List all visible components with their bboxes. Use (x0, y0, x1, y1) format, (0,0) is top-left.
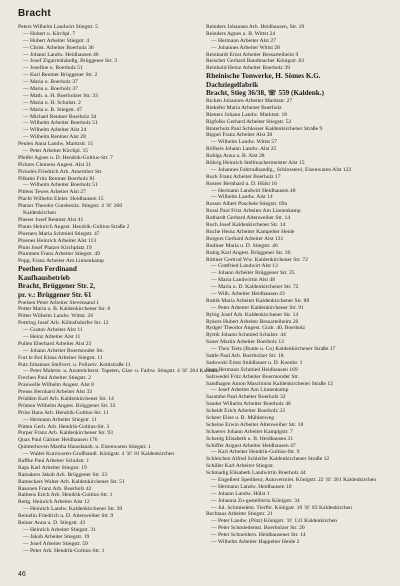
directory-entry: — Hermann Landw. Heidhausen 10 (211, 483, 292, 490)
directory-entry: Sattle Paul Arb. Boerholzer Str. 18 (206, 352, 284, 359)
directory-entry: — Johann Arbeiter Boermonder Str. (23, 347, 104, 354)
directory-entry: Scheer Elise u. B. Mühlenweg (206, 414, 275, 421)
directory-entry: — Peter Schneidern. Heidhausener Str. 14 (211, 532, 306, 539)
directory-entry: Reinhold Heinz Arbeiter Boerholz 39 (206, 65, 290, 72)
directory-entry-heading: Bracht, Brüggener Str. 2, (18, 282, 96, 291)
directory-entry: Potter Maria u. B. Kaldenkirchener Str. 8 (18, 306, 111, 313)
directory-entry: Rohlgs Anna u. B. Alst 28 (206, 153, 265, 160)
directory-entry: Schaerer Johann Arbeiter Kampigstr. 7 (206, 428, 293, 435)
directory-entry: Pötter Wilhelm Landw. Wittst. 26 (18, 313, 94, 320)
directory-entry-heading: pr. v.: Brüggener Str. 61 (18, 290, 92, 299)
directory-entry: Rathens Erich Arb. Hendrik-Goltius-Str. 1 (18, 492, 113, 499)
directory-entry: Quinterhoven Martha Hausdanab. u. Eisenwaren Stiegstr. 1 (18, 444, 151, 451)
directory-entry-heading: Dachziegelfabrik (206, 80, 259, 89)
directory-entry: Quax Paul Gärtner Heidhausen 176 (18, 437, 98, 444)
directory-entry: — Maria u. Boerholz 37 (23, 79, 78, 86)
directory-entry: — Maria u. D. Kaldenkirchener Str. 72 (211, 284, 299, 291)
directory-entry: Ploenes Heinrich Arbeiter Alst 113 (18, 237, 97, 244)
directory-entry: Purper Franz Arb. Kaldenkirchener Str. 93 (18, 430, 113, 437)
directory-entry: Putz Johannes Stellvert. u. Polizeiv. Kohlstraße 11 (18, 361, 131, 368)
directory-entry: Rybig Josef Arb. Kaldenkirchener Str. 14 (206, 311, 299, 318)
directory-entry: Plummen Franz Arbeiter Stiegstr. 49 (18, 251, 100, 258)
directory-entry: Rechtaus Arbeiter Stiegstr. 21 (206, 511, 273, 518)
directory-entry: Rinterholz Paul Schlosser Kaldenkirchener Straße 9 (206, 125, 323, 132)
directory-entry: Scheidt Erich Arbeiter Boerholz 33 (206, 408, 285, 415)
directory-entry: Reiner Anna u. D. Stiegstr. 43 (18, 520, 86, 527)
directory-entry: Pittens Tewes Arbeiter Alst 27 (18, 189, 86, 196)
directory-entry: Peulen Anna Landw. Marktstr. 15 (18, 141, 94, 148)
directory-entry: — Josefine u. Boerholz 51 (23, 65, 83, 72)
directory-entry: Rykers Hubert Arbeiter Bessarteiheim 26 (206, 318, 299, 325)
directory-entry: Poelsen Peter Arbeiter Stevensand 1 (18, 299, 100, 306)
directory-entry: Ramakers Jakob Arb. Brüggener Str. 33 (18, 471, 108, 478)
directory-entry: — Theo Tietz (Bunte u. Co) Kaldenkirchener Straße 17 (211, 346, 336, 353)
directory-entry: — Walter Kurzwaren-Großhandl. Königstr. 4 ☏ 81 Kaldenkirchen (23, 451, 175, 458)
directory-entry: Reinders Agnes u. B. Wittst 24 (206, 30, 276, 37)
directory-entry: Pickers Clemens Angest. Alst 21 (18, 161, 92, 168)
directory-entry: Pilkahn Fritz Rentner Boerholz 81 (18, 175, 96, 182)
directory-entry: — Hermann Landwirt Heidhausen 48 (211, 187, 296, 194)
directory-entry: — Peter Malerm. u. Anstreicherst. Tapeten, Glas- u. Farbw. Stiegstr. 4 ☏ 264 Kaldenk. (23, 368, 220, 375)
directory-entry: — Wilhelm Landw. Alst 14 (211, 194, 273, 201)
directory-entry: — Wilhelm Arbeiter Boerholz 51 (23, 120, 98, 127)
directory-entry: — Maria u. H. Schulstr. 2 (23, 99, 81, 106)
directory-entry: — Maria Landwirtin Alst 48 (211, 277, 276, 284)
directory-entry: — Engelbert Spediteur, Autovermiet. Königstr. 22 ☏ 261 Kaldenkirchen (211, 477, 377, 483)
directory-entry: Rigfolks Gerhard Arbeiter Stiegstr. 52 (206, 118, 292, 125)
directory-entry: — Peter Arbeiter Kirchpl. 15 (23, 148, 89, 155)
directory-entry: Ruhig Karl Angest. Brüggener Str. 36 (206, 249, 291, 256)
directory-entry: Prüss Hans Arb. Hendrik-Goltius-Str. 11 (18, 409, 109, 416)
directory-entry: Sauer Martin Arbeiter Boerholz 13 (206, 339, 284, 346)
directory-entry: Rossi Paul Fritz Arbeiter Am Linnenkamp (206, 208, 301, 215)
directory-entry: — Josef Arbeiter Am Linnenkamp (211, 387, 289, 394)
directory-entry: Scheine Erwin Arbeiter Altenweiher Str. 18 (206, 421, 304, 428)
directory-entry: Frechen Paul Arbeiter Stiegstr. 2 (18, 375, 91, 382)
directory-entry: Plum Josef Platzer Kirchplatz 19 (18, 244, 92, 251)
directory-entry: Popp, Franz Arbeiter Am Linnenkamp (18, 258, 104, 265)
directory-entry: Placht Wilhelm Elektr. Heidhausen 15 (18, 196, 104, 203)
directory-entry: Schmadig Elisabeth Landwirtin Boerholz 44 (206, 470, 306, 477)
directory-entry: — Peter Landw. (Pütz) Königstr. ☏ 131 Kaldenkirchen (211, 518, 338, 525)
directory-entry: Reischer Gerhard Bandmacher Königstr. 83 (206, 58, 305, 65)
directory-entry: — Karl Rentner Brüggener Str. 2 (23, 72, 98, 79)
directory-entry: Rock Franz Arbeiter Boerholz 17 (206, 173, 281, 180)
directory-entry: Rippel Franz Arbeiter Alst 38 (206, 132, 273, 139)
directory-entry: Ricken Johannes Arbeiter Marktstr. 27 (206, 98, 293, 105)
directory-entry: Schiffer August Arbeiter Heidhausen 47 (206, 442, 296, 449)
directory-entry: Plauts Heinrich Angest. Hendrik-Goltius-Straße 2 (18, 223, 130, 230)
page-number: 46 (18, 571, 26, 578)
directory-entry: — Maria u. B. Stiegstr. 47 (23, 106, 83, 113)
directory-entry: — Heinrich Arbeiter Stiegstr. 31 (23, 526, 96, 533)
directory-entry: Sauder Wilhelm Arbeiter Boerholz 48 (206, 401, 291, 408)
directory-entry: Salzwedel Fritz Arbeiter Boermonder Str. (206, 373, 300, 380)
directory-entry: Pullen Eberhard Arbeiter Alst 23 (18, 340, 92, 347)
directory-entry: Rosner Bernhard u. D. Hülst 16 (206, 180, 278, 187)
directory-entry: — Wilhelm Landw. Wittst 57 (211, 139, 277, 146)
page-header: Bracht (18, 8, 51, 19)
directory-entry: — Hermann Arbeiter Alst 27 (211, 37, 276, 44)
directory-entry: Rüttner Gertrud Ww. Kaldenkirchener Str. 72 (206, 256, 308, 263)
directory-entry: — Johanna Zu-gestellterin Königstr. 34 (211, 497, 300, 504)
directory-entry: — Christ. Arbeiter Boerholz 36 (23, 44, 94, 51)
directory-entry: Pfeifer Agnes u. D. Hendrik-Goltius-Str. 7 (18, 154, 113, 161)
directory-entry: Ruch Josef Kaldenkirchener Str. 14 (206, 222, 286, 229)
directory-entry: — Wilhelm Rentner Alst 28 (23, 134, 86, 141)
directory-entry: Sandhagen Anton Maschinist Kaldenkirchener Straße 12 (206, 380, 333, 387)
directory-entry: Rettg. Heinrich Arbeiter Alst 12 (18, 499, 90, 506)
directory-entry: Pottring Josef Arb. Kölnsfsdorfer Str. 12 (18, 320, 109, 327)
directory-entry: Röhrig Heinrich Stellmachermeister Alst 15 (206, 160, 305, 167)
directory-entry: Ruche Heinz Arbeiter Kampelter Heide (206, 228, 295, 235)
directory-entry: Schleichen Alfred Schleifer Kaldenkirchener Straße 12 (206, 456, 330, 463)
directory-entry: Schenlg Elisabeth u. B. Heidhausen 31 (206, 435, 294, 442)
directory-entry: — Josef Zigarrenhändlg. Brüggener Str. 3 (23, 58, 117, 65)
directory-entry: Reinhardt Ernst Arbeiter Bessarteiheim 9 (206, 51, 299, 58)
directory-entry: Ryttik Johann Schmied Schulstr. 44 (206, 332, 286, 339)
directory-entry: Rasonen Franz Arb. Boerholz 42 (18, 485, 92, 492)
directory-entry: — Johann Landw. Heidhausen 40 (23, 51, 99, 58)
directory-entry: Riekefer Maria Arbeiter Boerholz (206, 104, 282, 111)
directory-entry: Prümen Wilhelm Angest. Brüggener Str. 33 (18, 402, 116, 409)
directory-entry: Plasser Josef Rentner Alst 41 (18, 216, 84, 223)
directory-entry: — Maria u. Boerholz 37 (23, 86, 78, 93)
directory-entry: — Jul. Schmiedem. Tierfbr. Königstr. 18 ☏ 83 Kaldenkirchen (211, 504, 352, 511)
directory-entry-heading: Poethen Ferdinand (18, 265, 77, 274)
directory-entry: Raffke Paul Arbeiter Schulstr. 1 (18, 458, 90, 465)
directory-entry: — Johannes Fahrradhandlg., Schlosserei, Eisenwaren Alst 123 (211, 166, 352, 173)
directory-entry: — Jakob Arbeiter Stiegstr. 19 (23, 533, 90, 540)
directory-entry: Prauwelle Wilhelm Angest. Alst 8 (18, 382, 94, 389)
directory-entry: — Gottfried Landwirt Alst 13 (211, 263, 278, 270)
directory-entry: — Johann Arbeiter Brüggener Str. 25 (211, 270, 295, 277)
directory-entry: Sadowski Ernst Stuhlbauer u. D. Koenbr. 1 (206, 359, 303, 366)
directory-entry: Röfhers Johann Landw. Alst 25 (206, 146, 277, 153)
columns (18, 24, 384, 555)
directory-entry: Rorgers Gerhard Arbeiter Alst 131 (206, 235, 284, 242)
directory-entry: Rothardt Gerhard Altenweiher Str. 14 (206, 215, 291, 222)
directory-entry: — Josef Arbeiter Stiegstr. 59 (23, 540, 88, 547)
directory-entry: Rameckers Walter Arb. Kaldenkirchener Str. 51 (18, 478, 125, 485)
directory-entry: Reinders Johannes Arb. Heidhausen, Str. 10 (206, 24, 305, 30)
directory-entry: Ploeners Maria Schmied Stiegstr. 47 (18, 230, 100, 237)
directory-entry: — Peter Arb. Hendrik-Goltius-Str. 1 (23, 547, 105, 554)
directory-entry-heading: Bracht, Stieg 36/38, ☏ 559 (Kaldenk.) (206, 89, 324, 98)
left-column (18, 24, 220, 555)
directory-entry: — Heinrich Landw. Kaldenkirchener Str. 39 (23, 506, 123, 513)
directory-entry: — Heinz Arbeiter Alst 11 (23, 334, 81, 340)
directory-entry: — Wilhelm Arbeiter Happelter Heide 2 (211, 539, 300, 546)
directory-entry: Peters Wilhelm Landwirt Stiegstr. 5 (18, 24, 98, 30)
directory-entry: — Peter Schmiedemst. Boerholzer Str. 20 (211, 525, 305, 532)
right-column (206, 24, 384, 555)
directory-entry: — Gustav Arbeiter Alst 11 (23, 327, 83, 334)
directory-entry: — Hermann Arbeiter Stiegstr. 11 (23, 416, 97, 423)
directory-entry-heading: Rheinische Tonwerke, H. Sömes K.G. (206, 72, 321, 81)
directory-entry: Rudiner Maria u. D. Stiegstr. 46 (206, 242, 278, 249)
directory-entry: — Wilhelm Arbeiter Alst 24 (23, 127, 87, 134)
directory-entry: Kaldenkirchen (23, 210, 56, 217)
directory-entry: — Hubert Arbeiter Stiegstr. 4 (23, 37, 90, 44)
directory-entry: — Peter Arbeiter Kaldenkirchener Str. 91 (211, 304, 304, 311)
directory-entry: — Wilh. Arbeiter Heidhausen 43 (211, 290, 285, 297)
directory-entry: Sage Hermann Schmied Heidhausen 169 (206, 366, 298, 373)
directory-entry: — Johann Landw. Hülst 1 (211, 490, 270, 497)
directory-entry: Pütten Gerh. Arb. Hendrik-Goltius-Str. 3 (18, 423, 110, 430)
directory-entry: Pickelés Friedrich Arb. Amernber Str. (18, 168, 103, 175)
directory-entry: — Hubert u. Kirchpl. 7 (23, 30, 76, 37)
directory-entry: Fort le Bol Klaus Arbeiter Stiegstr. 11 (18, 354, 103, 361)
directory-entry: Ruttik Maria Arbeiter Kaldenkirchener Str. 88 (206, 297, 310, 304)
directory-entry: Saramhe Paul Arbeiter Boerholz 32 (206, 394, 286, 401)
directory-entry: Rydger Theodor Angest. Grab. 40, Boerholz (206, 325, 306, 332)
directory-entry: Raps Karl Arbeiter Stiegstr. 19 (18, 464, 87, 471)
directory-entry: Reinelin Friedrich u. D. Altenweiher Str. 9 (18, 513, 114, 520)
directory-entry: Rosser Albert Poschele Stiegstr. 69a (206, 201, 287, 208)
directory-entry-heading: Kaufhausbetrieb (18, 273, 70, 282)
directory-entry: — Karl Arbeiter Hendrik-Goltius-Str. 9 (211, 449, 300, 456)
directory-entry: — Wilhelm Arbeiter Boerholz 51 (23, 182, 98, 189)
directory-entry: — Michael Rentner Boerholz 34 (23, 113, 97, 120)
directory-entry: Rieners Johann Landw. Marktstr. 18 (206, 111, 288, 118)
directory-entry: Platzer Theodor Gutsbesitz. Stiegstr. 4 ☏ 260 (18, 203, 123, 210)
directory-entry: Prüdden Karl Arb. Kaldenkirchener Str. 14 (18, 396, 114, 403)
directory-entry: Schiller Karl Arbeiter Stiegstr. (206, 463, 275, 470)
directory-entry: Preuss Bernhard Arbeiter Alst 33 (18, 389, 92, 396)
directory-entry: — Johannes Arbeiter Wittst 28 (211, 44, 280, 51)
directory-entry: — Math. u. H. Boerholzer Str. 33 (23, 92, 98, 99)
